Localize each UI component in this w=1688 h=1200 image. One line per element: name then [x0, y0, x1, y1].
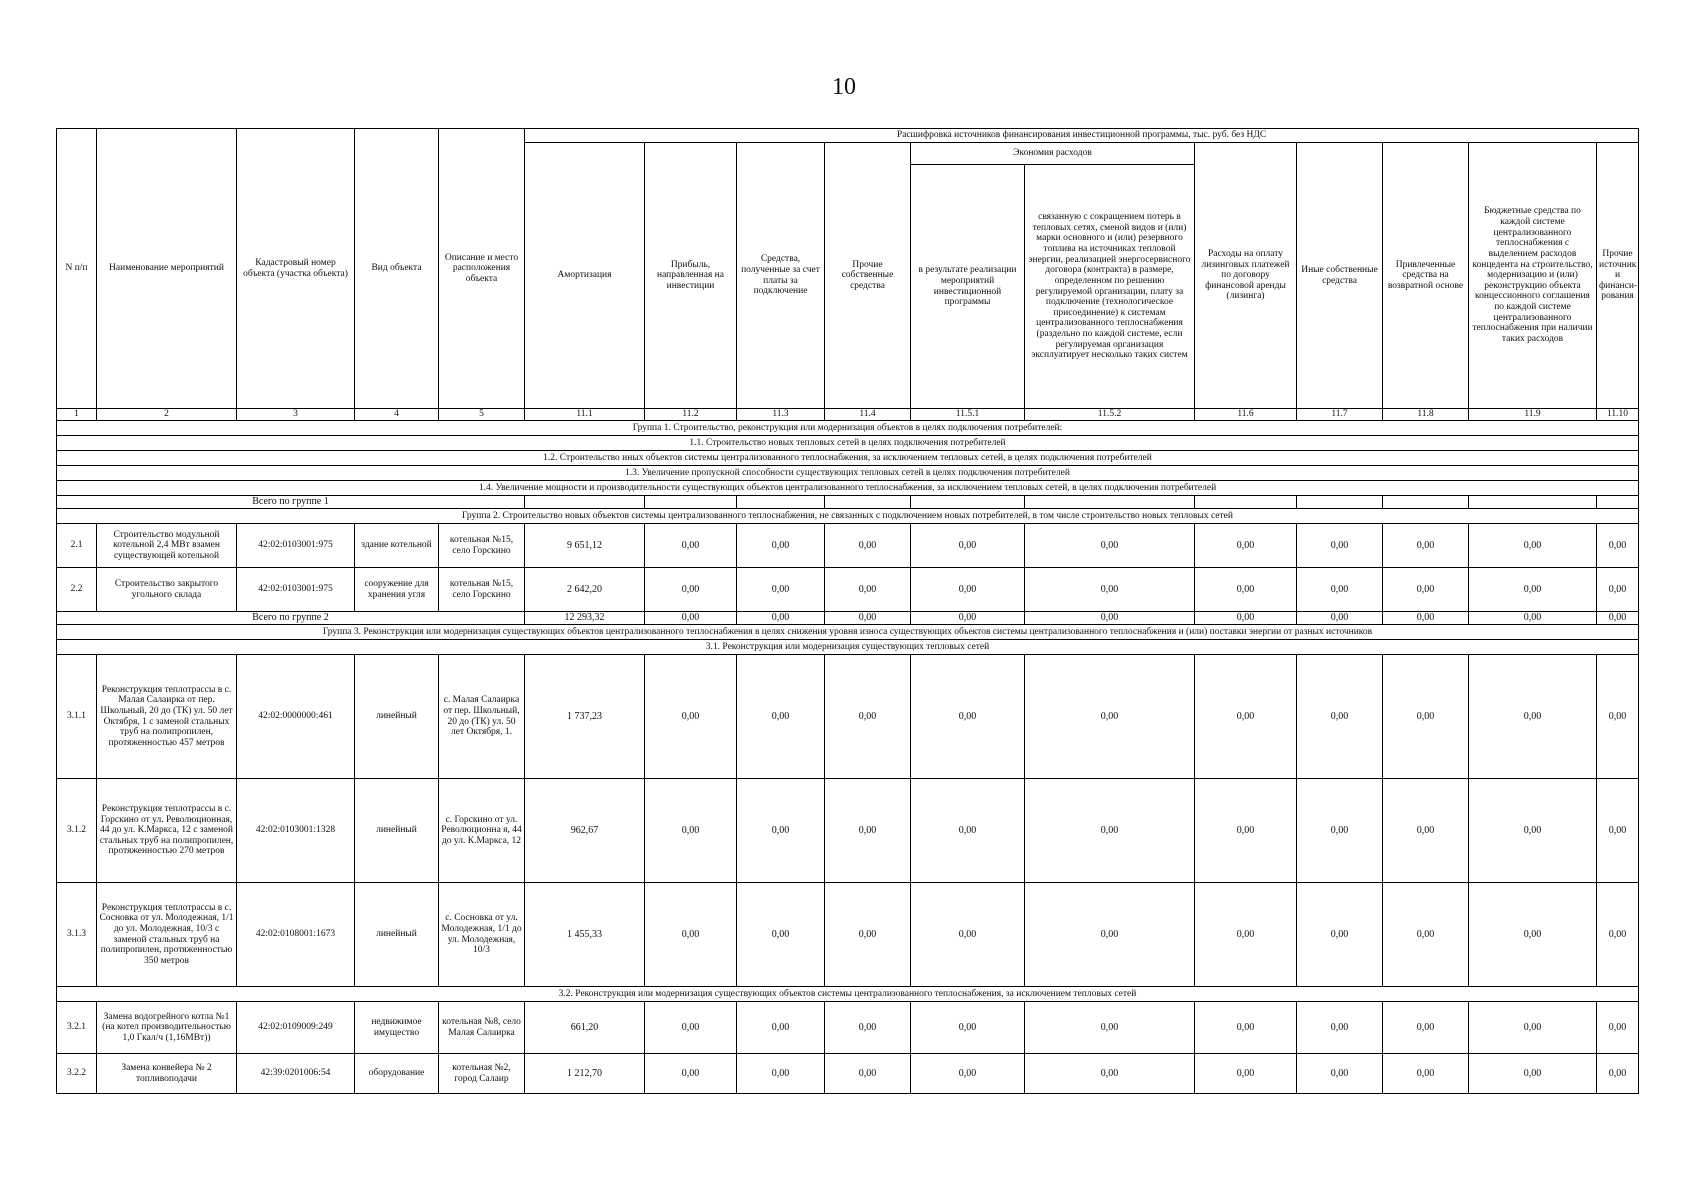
header-returnable: Привлеченные средства на возвратной основе: [1383, 143, 1469, 409]
row-value: 0,00: [911, 883, 1025, 987]
total-cell: [1597, 496, 1639, 509]
row-value: 0,00: [1025, 524, 1195, 568]
column-number: 11.7: [1297, 409, 1383, 421]
row-value: 0,00: [911, 1002, 1025, 1054]
table-row: [57, 568, 1639, 612]
row-value: 0,00: [825, 1002, 911, 1054]
total-value: 0,00: [911, 612, 1025, 625]
table-row: [57, 524, 1639, 568]
column-number: 11.3: [737, 409, 825, 421]
row-value: 0,00: [825, 883, 911, 987]
column-number: 11.4: [825, 409, 911, 421]
row-number: 2.1: [57, 524, 97, 568]
total-cell: [1297, 496, 1383, 509]
row-location: с. Горскино от ул. Революционна я, 44 до ул. К.Маркса, 12: [439, 779, 525, 883]
row-value: 0,00: [737, 1002, 825, 1054]
row-name: Строительство закрытого угольного склада: [97, 568, 237, 612]
group-3-heading: Группа 3. Реконструкция или модернизация существующих объектов централизованного теплоснабжения в целях снижения уровня износа существующих объектов системы централизованного теплоснабжения и (или) поставки энергии от разных источников: [57, 625, 1639, 640]
row-value: 0,00: [1195, 655, 1297, 779]
row-value: 0,00: [645, 1002, 737, 1054]
column-number: 1: [57, 409, 97, 421]
row-value: 0,00: [737, 568, 825, 612]
total-cell: [1195, 496, 1297, 509]
row-value: 0,00: [645, 779, 737, 883]
row-value: 0,00: [1469, 1002, 1597, 1054]
row-cadastral: 42:02:0103001:975: [237, 568, 355, 612]
row-value: 9 651,12: [525, 524, 645, 568]
group-1-total-label: Всего по группе 1: [57, 496, 525, 509]
header-economy-losses: связанную с сокращением потерь в тепловых сетях, сменой видов и (или) марки основного и (или) резервного топлива на источниках тепловой энергии, реализацией энергосервисного договора (контракта) в размере, определенном по решению регулируемой организации, плату за подключение (технологическое присоединение) к системам централизованного теплоснабжения (раздельно по каждой системе, если регулируемая организация эксплуатирует несколько таких систем: [1025, 165, 1195, 409]
header-other-own: Прочие собственные средства: [825, 143, 911, 409]
header-budget: Бюджетные средства по каждой системе централизованного теплоснабжения с выделением расходов концедента на строительство, модернизацию и (или) реконструкцию объекта концессионного соглашения по каждой системе централизованного теплоснабжения при наличии таких расходов: [1469, 143, 1597, 409]
page-number: 10: [832, 74, 856, 100]
row-number: 3.2.1: [57, 1002, 97, 1054]
subgroup-1-4-heading: 1.4. Увеличение мощности и производительности существующих объектов централизованного теплоснабжения, за исключением тепловых сетей, в целях подключения потребителей: [57, 481, 1639, 496]
row-value: 0,00: [1195, 883, 1297, 987]
row-type: линейный: [355, 655, 439, 779]
row-type: линейный: [355, 883, 439, 987]
row-value: 0,00: [825, 524, 911, 568]
column-number: 11.2: [645, 409, 737, 421]
row-value: 0,00: [1383, 883, 1469, 987]
total-cell: [825, 496, 911, 509]
row-cadastral: 42:02:0000000:461: [237, 655, 355, 779]
group-2-total-label: Всего по группе 2: [57, 612, 525, 625]
row-value: 1 737,23: [525, 655, 645, 779]
row-value: 0,00: [1597, 1002, 1639, 1054]
column-number: 5: [439, 409, 525, 421]
table-row: [57, 779, 1639, 883]
subgroup-3-1-heading: 3.1. Реконструкция или модернизация существующих тепловых сетей: [57, 640, 1639, 655]
row-value: 0,00: [1297, 1054, 1383, 1094]
group-2-total-row: [57, 612, 1639, 625]
total-value: 12 293,32: [525, 612, 645, 625]
row-value: 1 455,33: [525, 883, 645, 987]
row-value: 0,00: [825, 1054, 911, 1094]
row-name: Строительство модульной котельной 2,4 МВт взамен существующей котельной: [97, 524, 237, 568]
total-cell: [911, 496, 1025, 509]
row-value: 0,00: [737, 524, 825, 568]
row-value: 0,00: [1195, 779, 1297, 883]
row-value: 0,00: [825, 779, 911, 883]
row-cadastral: 42:02:0109009:249: [237, 1002, 355, 1054]
total-value: 0,00: [1297, 612, 1383, 625]
table-row: [57, 883, 1639, 987]
row-value: 0,00: [1297, 1002, 1383, 1054]
row-value: 0,00: [825, 568, 911, 612]
row-value: 0,00: [1025, 568, 1195, 612]
header-connection-fee: Средства, полученные за счет платы за подключение: [737, 143, 825, 409]
group-2-heading: Группа 2. Строительство новых объектов системы централизованного теплоснабжения, не связанных с подключением новых потребителей, в том числе строительство новых тепловых сетей: [57, 509, 1639, 524]
row-value: 0,00: [1597, 1054, 1639, 1094]
total-value: 0,00: [1383, 612, 1469, 625]
row-value: 0,00: [1383, 524, 1469, 568]
row-value: 0,00: [645, 655, 737, 779]
row-value: 0,00: [645, 1054, 737, 1094]
subgroup-1-3-heading: 1.3. Увеличение пропускной способности существующих тепловых сетей в целях подключения потребителей: [57, 466, 1639, 481]
row-value: 0,00: [1469, 655, 1597, 779]
row-value: 0,00: [1383, 1054, 1469, 1094]
row-value: 0,00: [911, 568, 1025, 612]
row-value: 0,00: [1383, 568, 1469, 612]
total-value: 0,00: [1469, 612, 1597, 625]
header-n: N п/п: [57, 129, 97, 409]
row-value: 0,00: [1597, 524, 1639, 568]
row-value: 0,00: [1383, 1002, 1469, 1054]
row-value: 0,00: [911, 524, 1025, 568]
row-value: 0,00: [1195, 1002, 1297, 1054]
column-number: 11.9: [1469, 409, 1597, 421]
row-number: 3.1.2: [57, 779, 97, 883]
header-type: Вид объекта: [355, 129, 439, 409]
column-number: 2: [97, 409, 237, 421]
row-value: 2 642,20: [525, 568, 645, 612]
column-number: 3: [237, 409, 355, 421]
row-cadastral: 42:02:0108001:1673: [237, 883, 355, 987]
row-location: котельная №15, село Горскино: [439, 524, 525, 568]
row-name: Замена водогрейного котла №1 (на котел производительностью 1,0 Гкал/ч (1,16МВт)): [97, 1002, 237, 1054]
column-number: 4: [355, 409, 439, 421]
row-location: с. Сосновка от ул. Молодежная, 1/1 до ул. Молодежная, 10/3: [439, 883, 525, 987]
row-value: 0,00: [1383, 655, 1469, 779]
row-value: 0,00: [1597, 779, 1639, 883]
row-value: 0,00: [911, 1054, 1025, 1094]
row-value: 0,00: [1025, 1002, 1195, 1054]
row-value: 0,00: [1469, 568, 1597, 612]
total-cell: [1383, 496, 1469, 509]
row-location: котельная №8, село Малая Салаирка: [439, 1002, 525, 1054]
column-number: 11.5.2: [1025, 409, 1195, 421]
row-value: 0,00: [1469, 883, 1597, 987]
row-value: 661,20: [525, 1002, 645, 1054]
row-value: 0,00: [1195, 1054, 1297, 1094]
row-type: сооружение для хранения угля: [355, 568, 439, 612]
row-value: 0,00: [645, 524, 737, 568]
row-location: котельная №15, село Горскино: [439, 568, 525, 612]
subgroup-3-2-heading: 3.2. Реконструкция или модернизация существующих объектов системы централизованного теплоснабжения, за исключением тепловых сетей: [57, 987, 1639, 1002]
row-value: 0,00: [1297, 524, 1383, 568]
row-number: 3.1.3: [57, 883, 97, 987]
total-value: 0,00: [825, 612, 911, 625]
row-value: 0,00: [1597, 568, 1639, 612]
total-value: 0,00: [1195, 612, 1297, 625]
row-value: 0,00: [737, 779, 825, 883]
header-cadastral: Кадастровый номер объекта (участка объекта): [237, 129, 355, 409]
column-number: 11.1: [525, 409, 645, 421]
row-type: недвижимое имущество: [355, 1002, 439, 1054]
header-financing: Расшифровка источников финансирования инвестиционной программы, тыс. руб. без НДС: [525, 129, 1639, 143]
header-name: Наименование мероприятий: [97, 129, 237, 409]
group-1-total-row: [57, 496, 1639, 509]
row-cadastral: 42:39:0201006:54: [237, 1054, 355, 1094]
column-numbers-row: [57, 409, 1639, 421]
row-value: 0,00: [1025, 883, 1195, 987]
row-value: 0,00: [825, 655, 911, 779]
table-row: [57, 1002, 1639, 1054]
row-location: с. Малая Салаирка от пер. Школьный, 20 до (ТК) ул. 50 лет Октября, 1.: [439, 655, 525, 779]
header-other-own-funds: Иные собственные средства: [1297, 143, 1383, 409]
header-economy: Экономия расходов: [911, 143, 1195, 165]
column-number: 11.10: [1597, 409, 1639, 421]
investment-program-table: [56, 128, 1639, 1094]
header-amortization: Амортизация: [525, 143, 645, 409]
row-value: 0,00: [1195, 524, 1297, 568]
row-value: 0,00: [737, 655, 825, 779]
total-cell: [737, 496, 825, 509]
row-value: 0,00: [645, 883, 737, 987]
row-value: 0,00: [1297, 883, 1383, 987]
row-value: 0,00: [645, 568, 737, 612]
row-cadastral: 42:02:0103001:975: [237, 524, 355, 568]
row-value: 0,00: [1297, 655, 1383, 779]
total-value: 0,00: [1025, 612, 1195, 625]
total-cell: [1469, 496, 1597, 509]
header-profit: Прибыль, направленная на инвестиции: [645, 143, 737, 409]
table-row: [57, 1054, 1639, 1094]
total-cell: [645, 496, 737, 509]
row-value: 0,00: [1383, 779, 1469, 883]
row-value: 0,00: [1025, 779, 1195, 883]
row-value: 0,00: [1025, 1054, 1195, 1094]
row-value: 0,00: [1597, 655, 1639, 779]
row-value: 0,00: [911, 655, 1025, 779]
row-value: 0,00: [1469, 1054, 1597, 1094]
row-value: 0,00: [1025, 655, 1195, 779]
header-economy-result: в результате реализации мероприятий инвестиционной программы: [911, 165, 1025, 409]
row-number: 3.2.2: [57, 1054, 97, 1094]
subgroup-1-1-heading: 1.1. Строительство новых тепловых сетей в целях подключения потребителей: [57, 436, 1639, 451]
row-name: Реконструкция теплотрассы в с. Сосновка от ул. Молодежная, 1/1 до ул. Молодежная, 10/3 с заменой стальных труб на полипропилен, протяженностью 350 метров: [97, 883, 237, 987]
header-other-sources: Прочие источник и финанси-рования: [1597, 143, 1639, 409]
row-name: Замена конвейера № 2 топливоподачи: [97, 1054, 237, 1094]
column-number: 11.6: [1195, 409, 1297, 421]
total-cell: [525, 496, 645, 509]
row-cadastral: 42:02:0103001:1328: [237, 779, 355, 883]
header-leasing: Расходы на оплату лизинговых платежей по договору финансовой аренды (лизинга): [1195, 143, 1297, 409]
row-name: Реконструкция теплотрассы в с. Горскино от ул. Революционная, 44 до ул. К.Маркса, 12 с заменой стальных труб на полипропилен, протяженностью 270 метров: [97, 779, 237, 883]
column-number: 11.5.1: [911, 409, 1025, 421]
subgroup-1-2-heading: 1.2. Строительство иных объектов системы централизованного теплоснабжения, за исключением тепловых сетей, в целях подключения потребителей: [57, 451, 1639, 466]
row-value: 0,00: [1469, 524, 1597, 568]
row-type: здание котельной: [355, 524, 439, 568]
row-location: котельная №2, город Салаир: [439, 1054, 525, 1094]
table-row: [57, 655, 1639, 779]
row-value: 0,00: [737, 883, 825, 987]
row-type: линейный: [355, 779, 439, 883]
row-value: 0,00: [1195, 568, 1297, 612]
total-cell: [1025, 496, 1195, 509]
row-value: 0,00: [1297, 568, 1383, 612]
header-location: Описание и место расположения объекта: [439, 129, 525, 409]
row-type: оборудование: [355, 1054, 439, 1094]
total-value: 0,00: [737, 612, 825, 625]
column-number: 11.8: [1383, 409, 1469, 421]
row-value: 0,00: [911, 779, 1025, 883]
row-name: Реконструкция теплотрассы в с. Малая Салаирка от пер. Школьный, 20 до (ТК) ул. 50 лет Октября, 1 с заменой стальных труб на полипропилен, протяженностью 457 метров: [97, 655, 237, 779]
row-value: 0,00: [1469, 779, 1597, 883]
row-value: 0,00: [737, 1054, 825, 1094]
total-value: 0,00: [645, 612, 737, 625]
row-value: 962,67: [525, 779, 645, 883]
row-number: 2.2: [57, 568, 97, 612]
row-number: 3.1.1: [57, 655, 97, 779]
row-value: 0,00: [1297, 779, 1383, 883]
row-value: 0,00: [1597, 883, 1639, 987]
row-value: 1 212,70: [525, 1054, 645, 1094]
group-1-heading: Группа 1. Строительство, реконструкция или модернизация объектов в целях подключения потребителей:: [57, 421, 1639, 436]
total-value: 0,00: [1597, 612, 1639, 625]
